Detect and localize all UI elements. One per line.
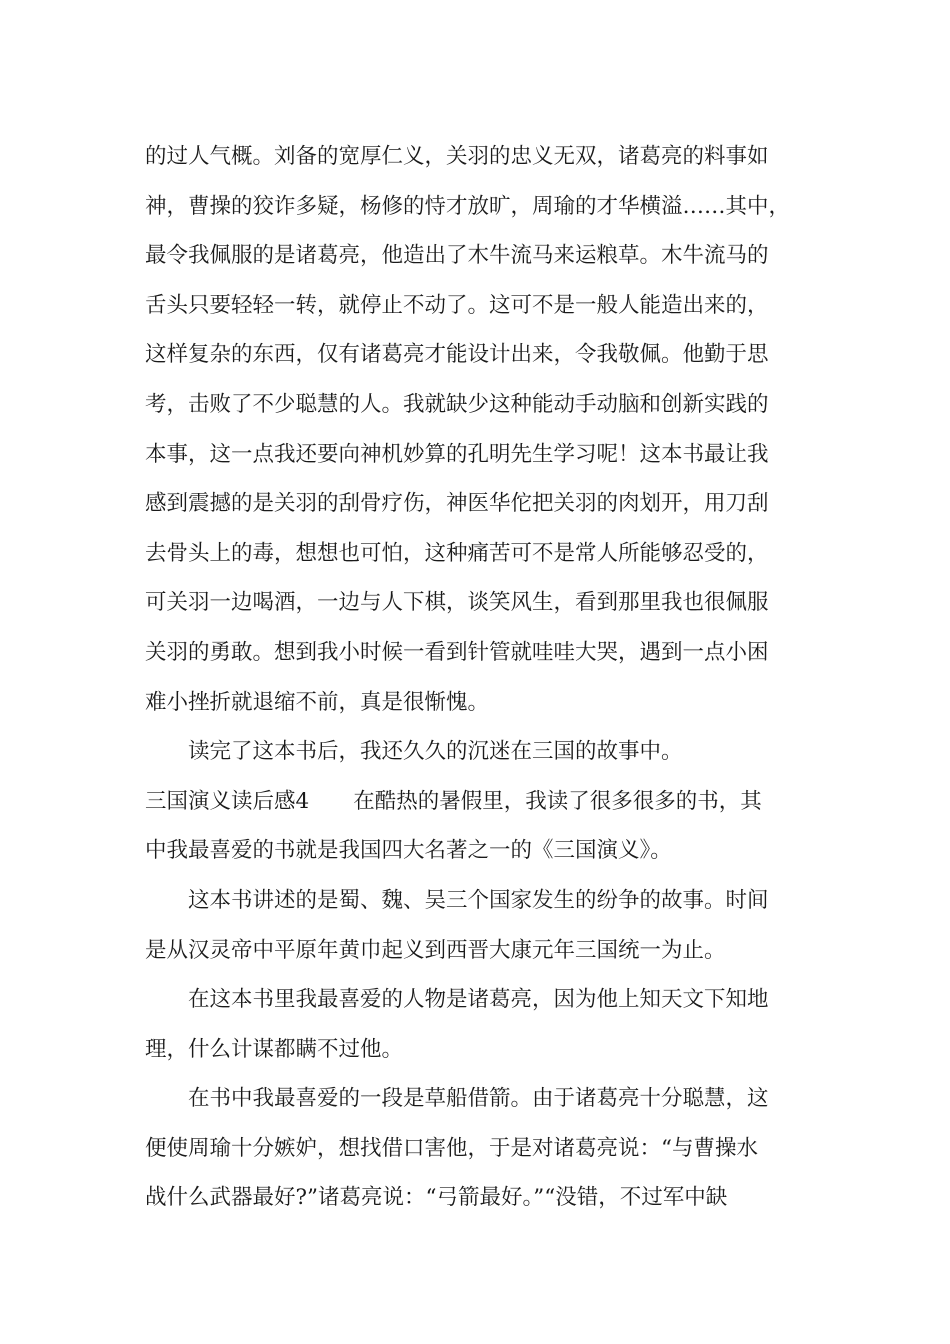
paragraph-line: 理，什么计谋都瞒不过他。 [145, 1036, 404, 1062]
paragraph-end-line: 读完了这本书后，我还久久的沉迷在三国的故事中。 [188, 739, 683, 765]
text-line: 关羽的勇敢。想到我小时候一看到针管就哇哇大哭，遇到一点小困 [145, 639, 769, 665]
text-line: 去骨头上的毒，想想也可怕，这种痛苦可不是常人所能够忍受的， [145, 540, 769, 566]
section-heading-line [145, 777, 810, 827]
text-line: 难小挫折就退缩不前，真是很惭愧。 [145, 689, 490, 715]
text-line: 感到震撼的是关羽的刮骨疗伤，神医华佗把关羽的肉划开，用刀刮 [145, 491, 769, 517]
text-line: 的过人气概。刘备的宽厚仁义，关羽的忠义无双，诸葛亮的料事如 [145, 144, 769, 169]
paragraph-line: 便使周瑜十分嫉妒，想找借口害他，于是对诸葛亮说：“与曹操水 [145, 1135, 758, 1161]
paragraph-line: 在这本书里我最喜爱的人物是诸葛亮，因为他上知天文下知地 [188, 987, 769, 1013]
document-page [145, 132, 810, 1223]
text-line: 舌头只要轻轻一转，就停止不动了。这可不是一般人能造出来的， [145, 292, 769, 318]
text-line: 神，曹操的狡诈多疑，杨修的恃才放旷，周瑜的才华横溢……其中， [145, 193, 791, 219]
paragraph-line: 在书中我最喜爱的一段是草船借箭。由于诸葛亮十分聪慧，这 [188, 1086, 769, 1112]
text-line: 考，击败了不少聪慧的人。我就缺少这种能动手动脑和创新实践的 [145, 391, 769, 417]
section-first-line: 在酷热的暑假里，我读了很多很多的书，其 [353, 788, 762, 814]
paragraph-line: 这本书讲述的是蜀、魏、吴三个国家发生的纷争的故事。时间 [188, 887, 769, 913]
text-line: 这样复杂的东西，仅有诸葛亮才能设计出来，令我敬佩。他勤于思 [145, 342, 769, 368]
section-title: 三国演义读后感4 [145, 788, 310, 814]
text-line: 本事，这一点我还要向神机妙算的孔明先生学习呢！这本书最让我 [145, 441, 769, 467]
paragraph-line: 战什么武器最好?”诸葛亮说：“弓箭最好。”“没错，不过军中缺 [145, 1185, 728, 1211]
paragraph-line: 是从汉灵帝中平原年黄巾起义到西晋大康元年三国统一为止。 [145, 937, 726, 963]
text-line: 中我最喜爱的书就是我国四大名著之一的《三国演义》。 [145, 838, 672, 864]
text-line: 最令我佩服的是诸葛亮，他造出了木牛流马来运粮草。木牛流马的 [145, 243, 769, 269]
text-line: 可关羽一边喝酒，一边与人下棋，谈笑风生，看到那里我也很佩服 [145, 590, 769, 616]
